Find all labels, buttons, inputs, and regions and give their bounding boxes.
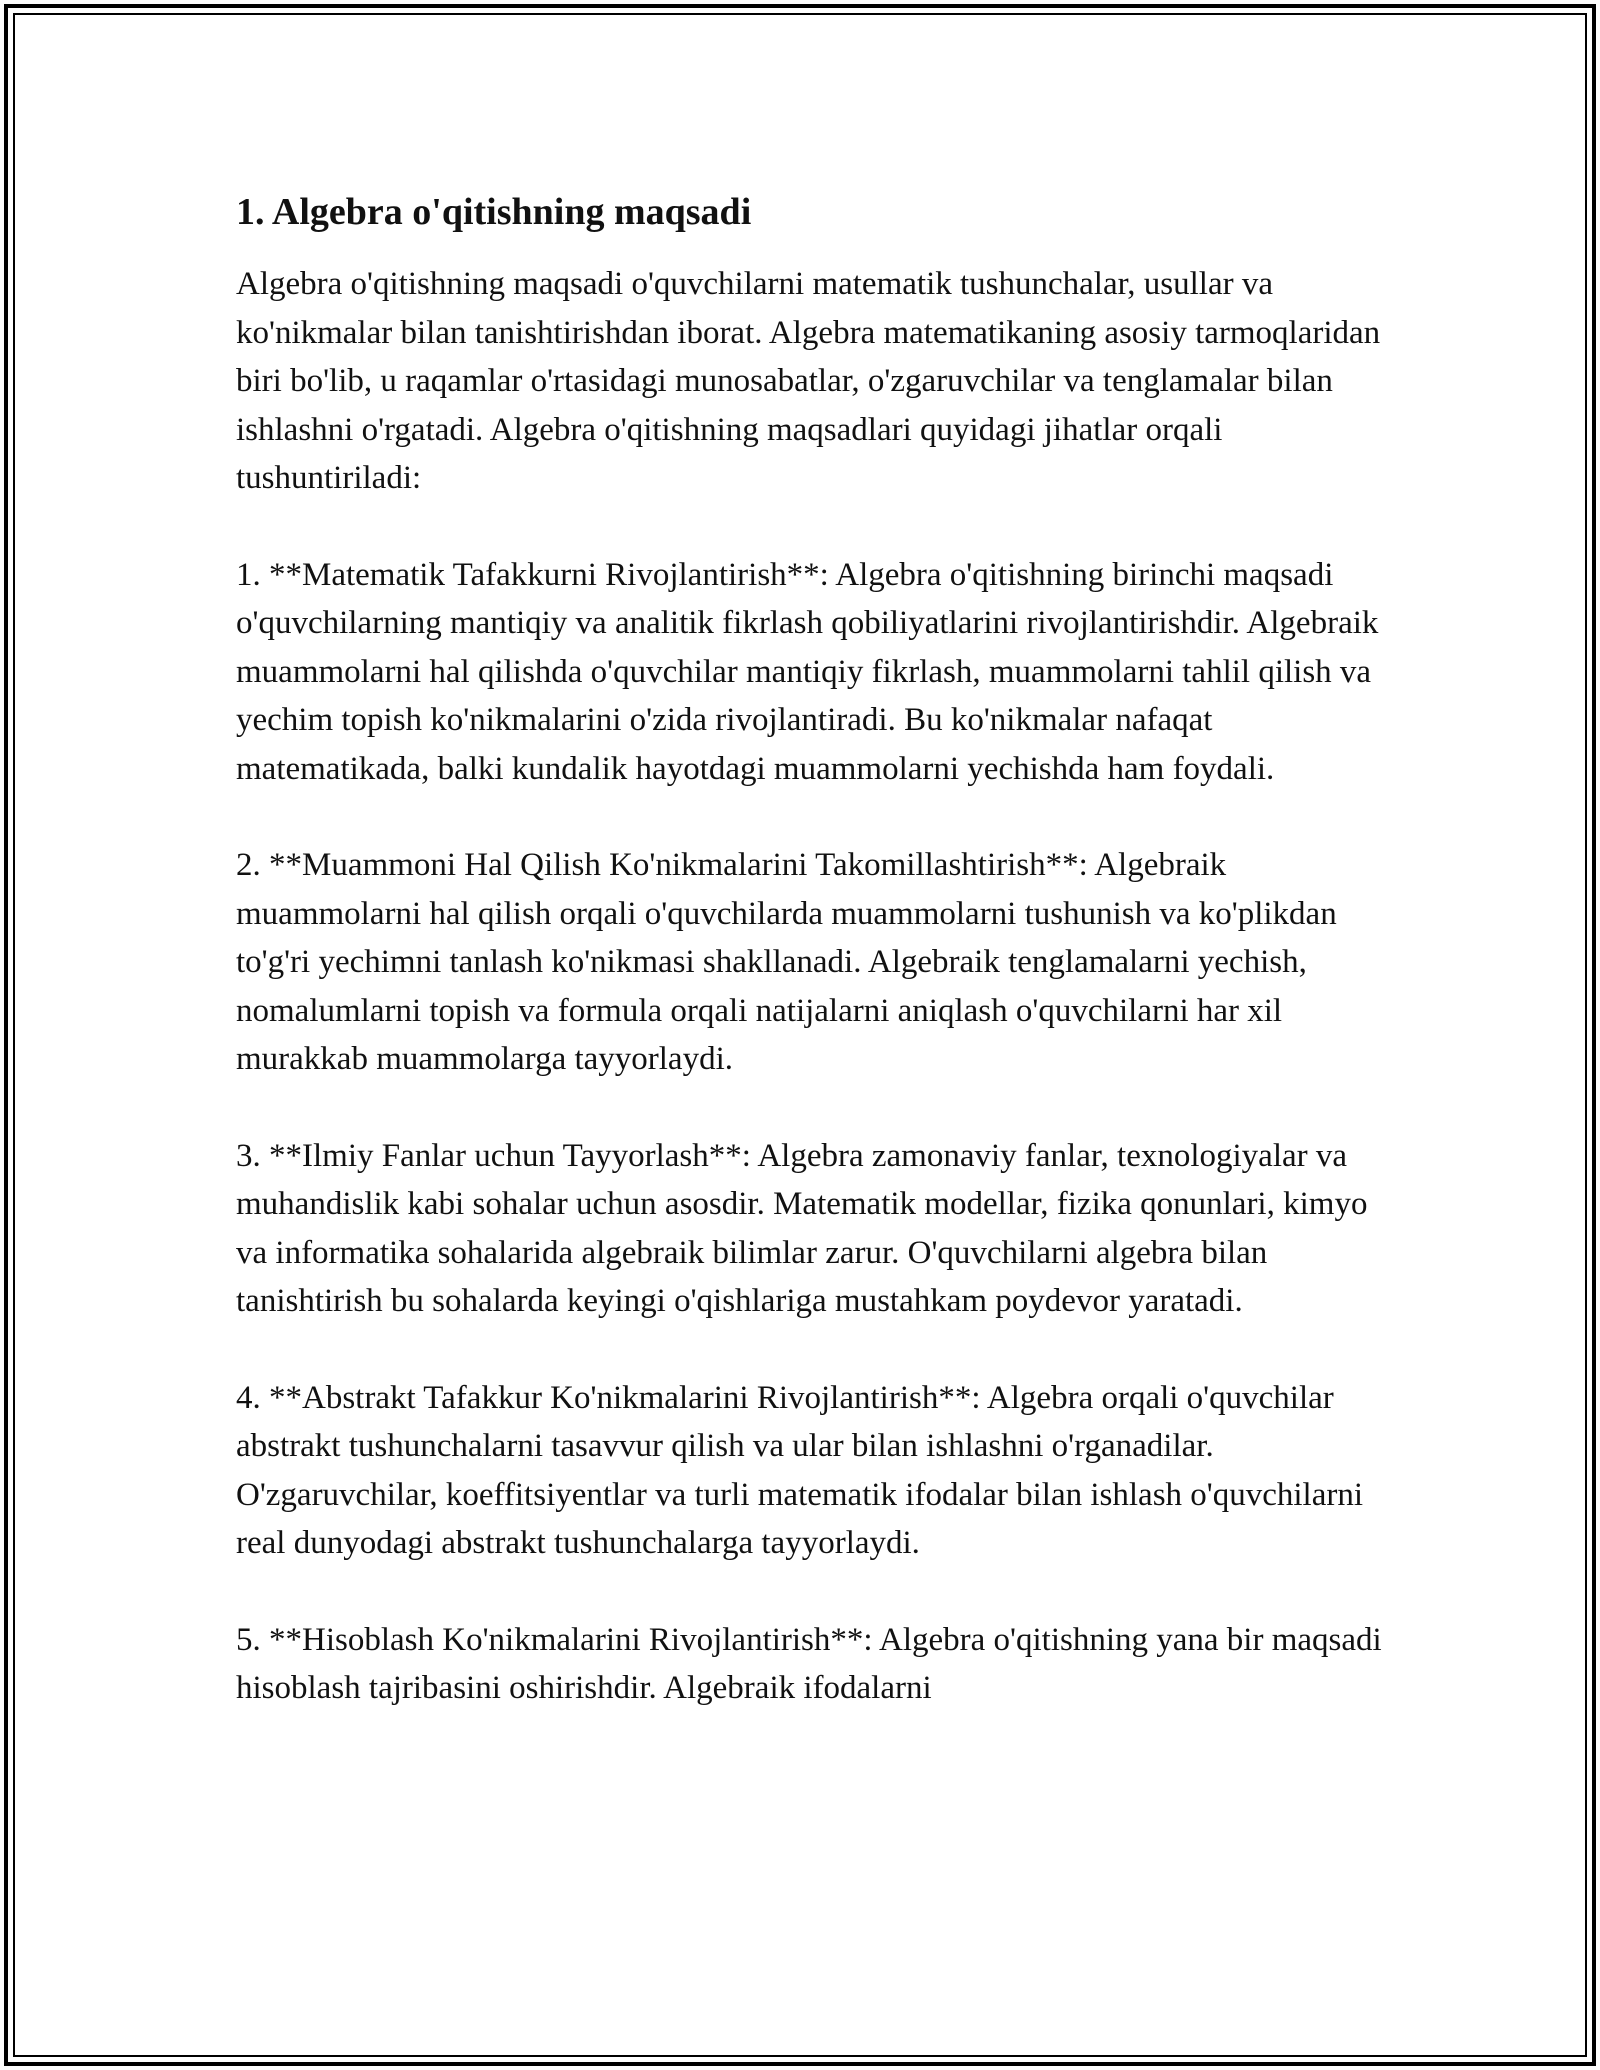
list-item-3-paragraph: 3. **Ilmiy Fanlar uchun Tayyorlash**: Algebra zamonaviy fanlar, texnologiyalar va muhandislik kabi sohalar uchun asosdir. Matematik modellar, fizika qonunlari, kimyo va informatika sohalarida algebraik bilimlar zarur. O'quvchilarni algebra bilan tanishtirish bu sohalarda keyingi o'qishlariga mustahkam poydevor yaratadi. [236, 1137, 1368, 1319]
list-item-5-paragraph: 5. **Hisoblash Ko'nikmalarini Rivojlantirish**: Algebra o'qitishning yana bir maqsadi hisoblash tajribasini oshirishdir. Algebraik ifodalarni [236, 1621, 1382, 1706]
list-item-2-paragraph: 2. **Muammoni Hal Qilish Ko'nikmalarini Takomillashtirish**: Algebraik muammolarni hal qilish orqali o'quvchilarda muammolarni tushunish va ko'plikdan to'g'ri yechimni tanlash ko'nikmasi shakllanadi. Algebraik tenglamalarni yechish, nomalumlarni topish va formula orqali natijalarni aniqlash o'quvchilarni har xil murakkab muammolarga tayyorlaydi. [236, 847, 1337, 1077]
intro-paragraph: Algebra o'qitishning maqsadi o'quvchilarni matematik tushunchalar, usullar va ko'nikmalar bilan tanishtirishdan iborat. Algebra matematikaning asosiy tarmoqlaridan biri bo'lib, u raqamlar o'rtasidagi munosabatlar, o'zgaruvchilar va tenglamalar bilan ishlashni o'rgatadi. Algebra o'qitishning maqsadlari quyidagi jihatlar orqali tushuntiriladi: [236, 266, 1381, 496]
list-item-4-paragraph: 4. **Abstrakt Tafakkur Ko'nikmalarini Rivojlantirish**: Algebra orqali o'quvchilar abstrakt tushunchalarni tasavvur qilish va ular bilan ishlashni o'rganadilar. O'zgaruvchilar, koeffitsiyentlar va turli matematik ifodalar bilan ishlash o'quvchilarni real dunyodagi abstrakt tushunchalarga tayyorlaydi. [236, 1379, 1364, 1561]
document-body [236, 186, 1386, 1761]
list-item-1-paragraph: 1. **Matematik Tafakkurni Rivojlantirish**: Algebra o'qitishning birinchi maqsadi o'quvchilarning mantiqiy va analitik fikrlash qobiliyatlarini rivojlantirishdir. Algebraik muammolarni hal qilishda o'quvchilar mantiqiy fikrlash, muammolarni tahlil qilish va yechim topish ko'nikmalarini o'zida rivojlantiradi. Bu ko'nikmalar nafaqat matematikada, balki kundalik hayotdagi muammolarni yechishda ham foydali. [236, 556, 1379, 787]
document-title: 1. Algebra o'qitishning maqsadi [236, 191, 752, 233]
